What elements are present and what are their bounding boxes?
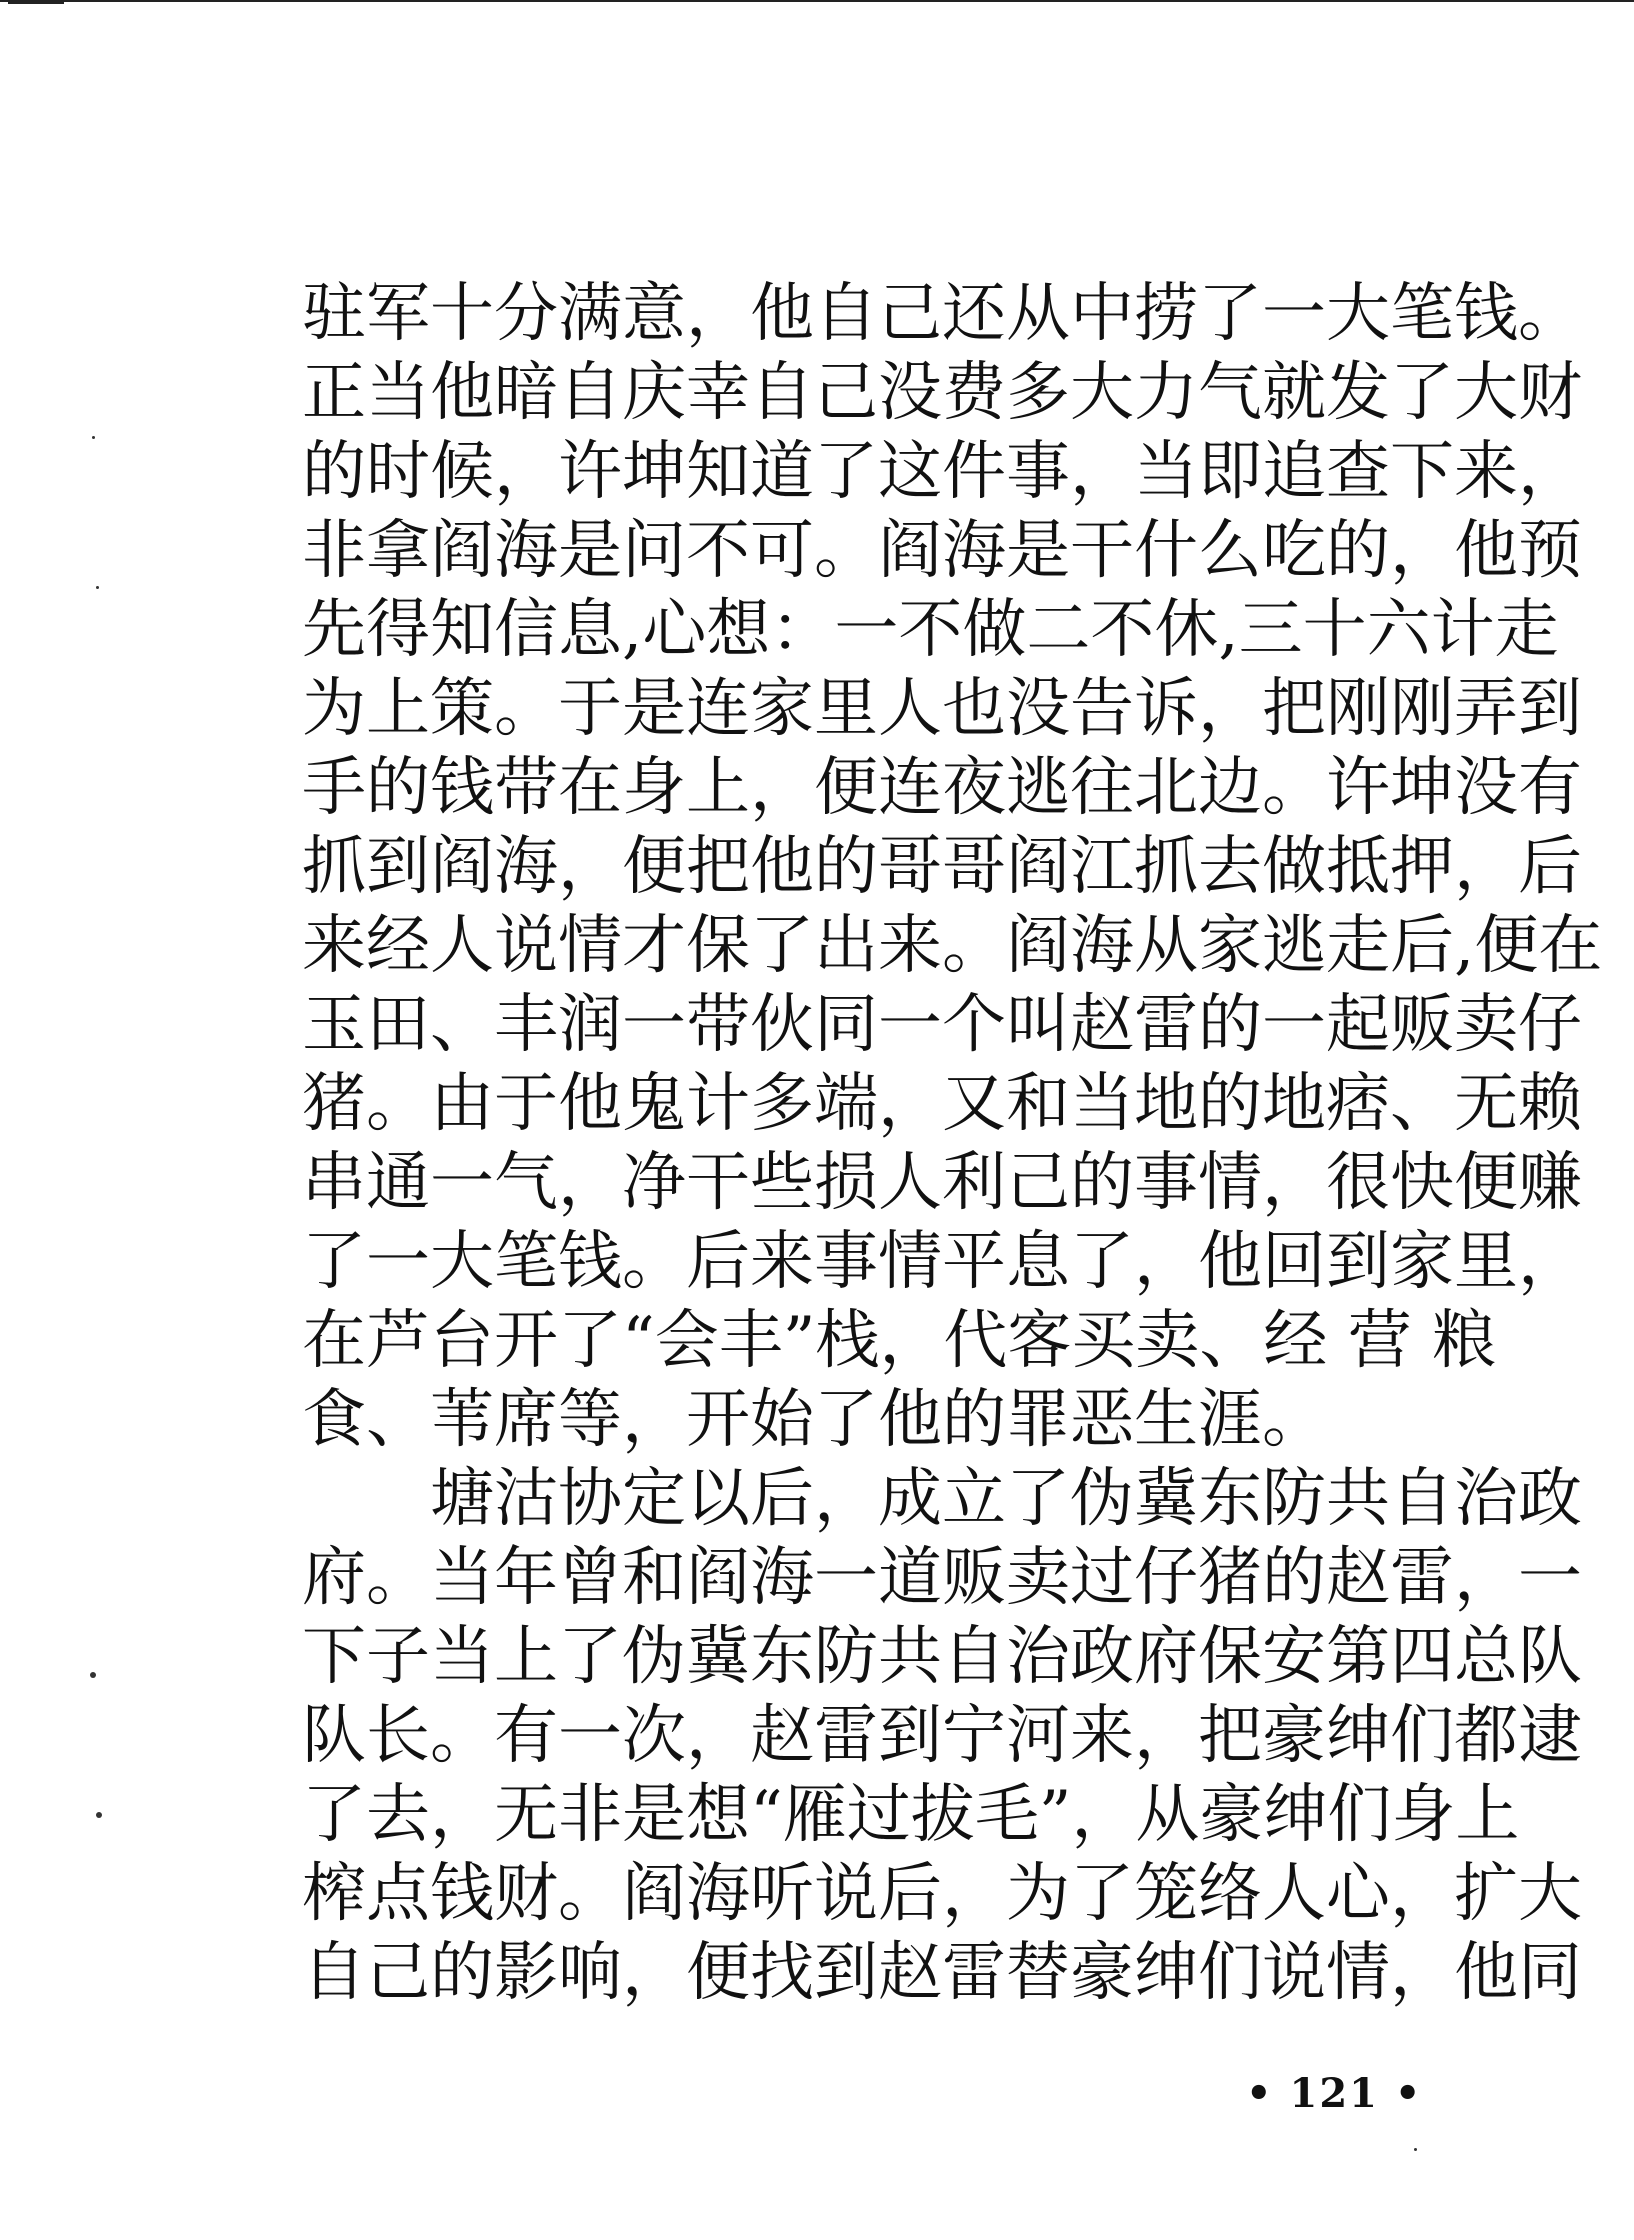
text-line: 自己的影响，便找到赵雷替豪绅们说情，他同	[302, 1936, 1582, 2010]
text-line: 榨点钱财。阎海听说后，为了笼络人心，扩大	[302, 1857, 1582, 1931]
text-line: 驻军十分满意，他自己还从中捞了一大笔钱。	[302, 277, 1582, 351]
scan-speck	[90, 1672, 96, 1678]
text-line: 正当他暗自庆幸自己没费多大力气就发了大财	[302, 356, 1582, 430]
text-line: 了一大笔钱。后来事情平息了，他回到家里，	[302, 1225, 1582, 1299]
scan-speck	[96, 586, 99, 589]
scan-speck	[92, 436, 95, 439]
text-line: 非拿阎海是问不可。阎海是干什么吃的，他预	[302, 514, 1582, 588]
paragraph-start-line: 塘沽协定以后，成立了伪冀东防共自治政	[302, 1462, 1582, 1536]
top-border-mark	[8, 0, 64, 4]
text-line: 串通一气，净干些损人利己的事情，很快便赚	[302, 1146, 1582, 1220]
text-line: 了去，无非是想“雁过拔毛”，从豪绅们身上	[302, 1778, 1520, 1852]
text-line: 来经人说情才保了出来。阎海从家逃走后,便在	[302, 909, 1603, 983]
top-border-rule	[0, 0, 1634, 2]
text-line: 先得知信息,心想：一不做二不休,三十六计走	[302, 593, 1559, 667]
text-line: 队长。有一次，赵雷到宁河来，把豪绅们都逮	[302, 1699, 1582, 1773]
body-text	[302, 275, 1603, 2013]
text-line: 为上策。于是连家里人也没告诉，把刚刚弄到	[302, 672, 1582, 746]
scan-speck	[96, 1812, 102, 1818]
scan-speck	[1414, 2148, 1417, 2151]
text-line: 在芦台开了“会丰”栈，代客买卖、经 营 粮	[302, 1304, 1497, 1378]
text-line: 府。当年曾和阎海一道贩卖过仔猪的赵雷，一	[302, 1541, 1582, 1615]
text-line: 抓到阎海，便把他的哥哥阎江抓去做抵押，后	[302, 830, 1582, 904]
text-line: 下子当上了伪冀东防共自治政府保安第四总队	[302, 1620, 1582, 1694]
text-line: 玉田、丰润一带伙同一个叫赵雷的一起贩卖仔	[302, 988, 1582, 1062]
text-line: 的时候，许坤知道了这件事，当即追查下来，	[302, 435, 1582, 509]
text-line: 手的钱带在身上，便连夜逃往北边。许坤没有	[302, 751, 1582, 825]
text-line: 猪。由于他鬼计多端，又和当地的地痞、无赖	[302, 1067, 1582, 1141]
page-number: • 121 •	[1246, 2070, 1423, 2117]
text-line: 食、苇席等，开始了他的罪恶生涯。	[302, 1383, 1326, 1457]
